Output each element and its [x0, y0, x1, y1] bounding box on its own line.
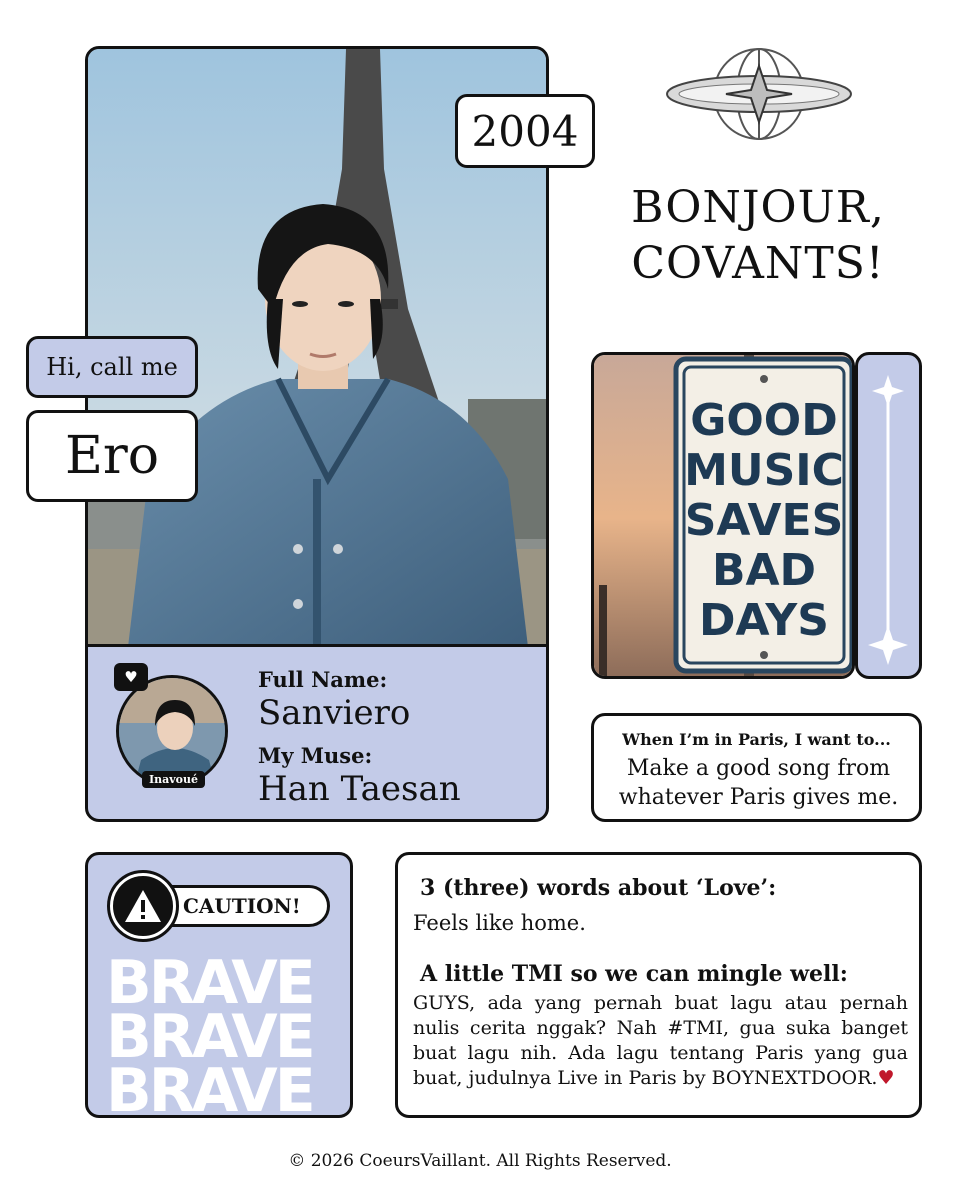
sign-line-5: DAYS — [699, 595, 829, 646]
full-name-value: Sanviero — [258, 693, 411, 733]
intro-tag: Hi, call me — [26, 336, 198, 398]
brave-word-1: BRAVE — [106, 948, 313, 1018]
muse-value: Han Taesan — [258, 769, 461, 809]
love-heading: 3 (three) words about ‘Love’: — [420, 875, 777, 901]
avatar-container — [116, 668, 228, 787]
greeting-line-2: COVANTS! — [631, 238, 885, 289]
heart-icon: ♥ — [114, 663, 148, 691]
sign-line-3: SAVES — [684, 495, 844, 546]
sparkle-icon — [868, 625, 908, 665]
greeting-heading — [608, 180, 908, 292]
heart-icon: ♥ — [877, 1067, 895, 1089]
tmi-heading: A little TMI so we can mingle well: — [420, 961, 848, 987]
greeting-line-1: BONJOUR, — [631, 182, 885, 233]
brave-word-2: BRAVE — [106, 1002, 313, 1072]
warning-icon — [110, 873, 176, 939]
paris-question: When I’m in Paris, I want to... — [622, 730, 891, 749]
sign-line-1: GOOD — [690, 395, 838, 446]
year-badge: 2004 — [455, 94, 595, 168]
sign-line-2: MUSIC — [684, 445, 844, 496]
nickname-tag: Ero — [26, 410, 198, 502]
caution-label: CAUTION! — [118, 885, 330, 927]
caution-card — [85, 852, 353, 1118]
full-name-label: Full Name: — [258, 667, 388, 692]
paris-answer: Make a good song from whatever Paris gives me. — [618, 756, 899, 810]
decor-strip — [855, 352, 922, 679]
brave-word-3: BRAVE — [106, 1056, 313, 1118]
sign-line-4: BAD — [711, 545, 817, 596]
sign-photo — [591, 352, 855, 679]
avatar-caption: Inavoué — [142, 771, 205, 788]
about-card — [395, 852, 922, 1118]
tmi-body — [413, 991, 908, 1091]
footer-copyright: © 2026 CoeursVaillant. All Rights Reserved. — [288, 1151, 672, 1171]
paris-card — [591, 713, 922, 822]
muse-label: My Muse: — [258, 743, 373, 768]
tmi-text: GUYS, ada yang pernah buat lagu atau pernah nulis cerita nggak? Nah #TMI, gua suka banget buat lagu nih. Ada lagu tentang Paris yang gua buat, judulnya Live in Paris by BOYNEXTDOOR. — [413, 992, 908, 1089]
love-answer: Feels like home. — [413, 911, 586, 935]
globe-logo-icon — [664, 44, 854, 144]
sparkle-icon — [872, 375, 904, 407]
